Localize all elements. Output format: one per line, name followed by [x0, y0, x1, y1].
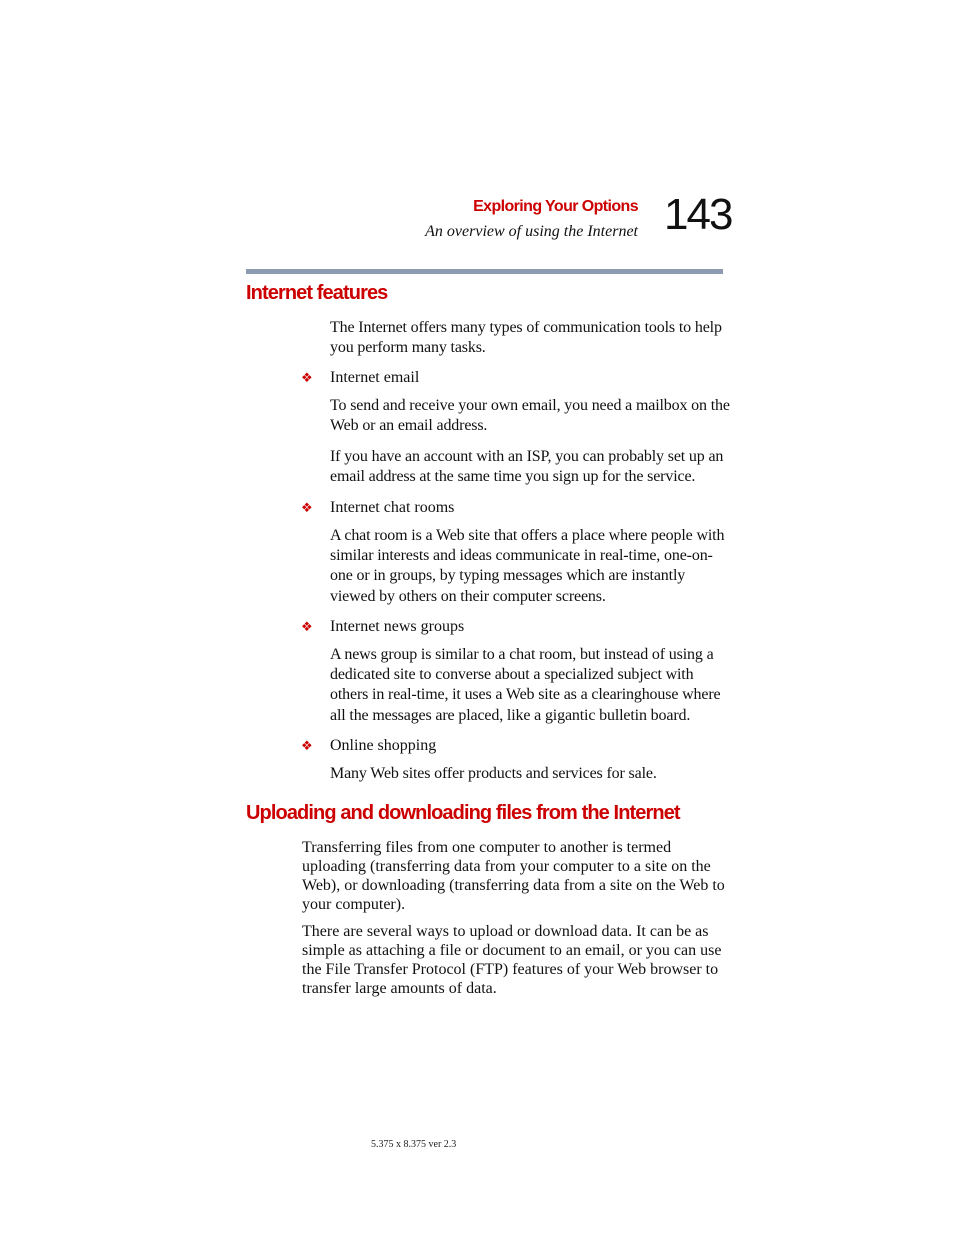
- bullet-icon: ❖: [301, 738, 313, 753]
- page-number: 143: [664, 190, 732, 239]
- header-rule: [246, 269, 723, 274]
- list-item-label-email: Internet email: [330, 369, 420, 386]
- bullet-icon: ❖: [301, 500, 313, 515]
- running-header-chapter: Exploring Your Options: [473, 198, 638, 215]
- transfer-paragraph-1: Transferring files from one computer to another is termed uploading (transferring data from your computer to a site on the Web), or downloading (transferring data from a site on the Web to your computer).: [302, 839, 725, 913]
- news-groups-paragraph: A news group is similar to a chat room, but instead of using a dedicated site to converse about a specialized subject with others in real-time, it uses a Web site as a clearinghouse where all the messages are placed, like a gigantic bulletin board.: [330, 646, 721, 724]
- running-header-section: An overview of using the Internet: [425, 223, 638, 240]
- list-item-label-news-groups: Internet news groups: [330, 618, 465, 635]
- section-heading-uploading-downloading: Uploading and downloading files from the Internet: [246, 802, 680, 824]
- email-paragraph-2: If you have an account with an ISP, you can probably set up an email address at the same time you sign up for the service.: [330, 448, 724, 486]
- bullet-icon: ❖: [301, 619, 313, 634]
- online-shopping-paragraph: Many Web sites offer products and services for sale.: [330, 765, 657, 782]
- email-paragraph-1: To send and receive your own email, you need a mailbox on the Web or an email address.: [330, 397, 730, 435]
- list-item-label-chat-rooms: Internet chat rooms: [330, 499, 455, 516]
- footer-version: 5.375 x 8.375 ver 2.3: [371, 1139, 457, 1150]
- intro-paragraph: The Internet offers many types of communication tools to help you perform many tasks.: [330, 319, 722, 357]
- list-item-label-online-shopping: Online shopping: [330, 737, 437, 754]
- section-heading-internet-features: Internet features: [246, 282, 388, 304]
- chat-rooms-paragraph: A chat room is a Web site that offers a place where people with similar interests and ideas communicate in real-time, one-on-one or in groups, by typing messages which are instantly viewed by others on their computer screens.: [330, 527, 725, 605]
- transfer-paragraph-2: There are several ways to upload or download data. It can be as simple as attaching a file or document to an email, or you can use the File Transfer Protocol (FTP) features of your Web browser to transfer large amounts of data.: [302, 923, 722, 997]
- bullet-icon: ❖: [301, 370, 313, 385]
